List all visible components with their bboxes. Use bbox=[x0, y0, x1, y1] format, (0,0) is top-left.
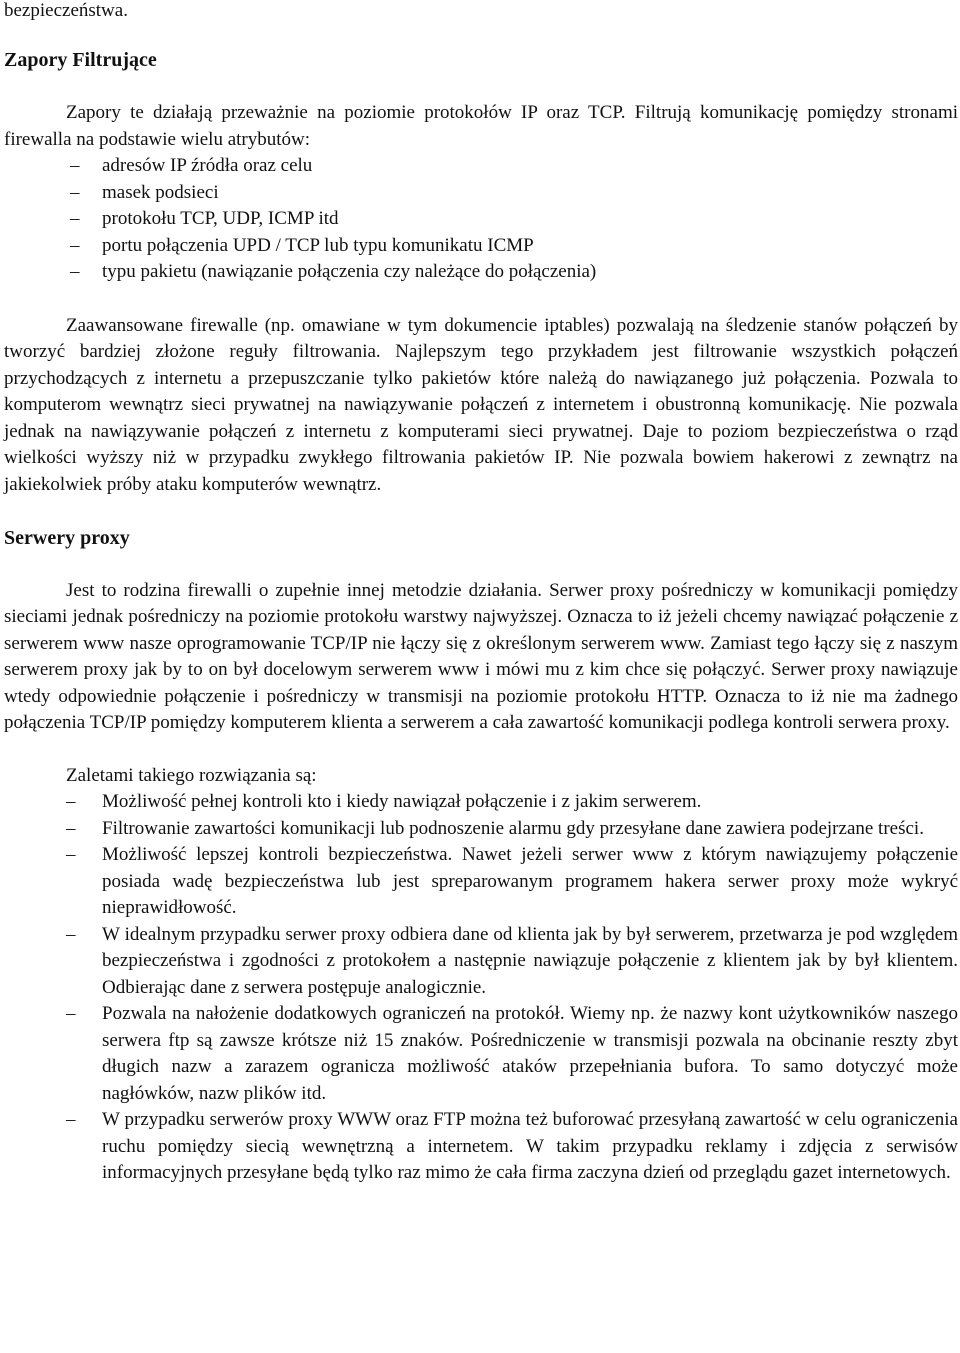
advantages-intro: Zaletami takiego rozwiązania są: bbox=[66, 764, 317, 786]
list-item: – protokołu TCP, UDP, ICMP itd bbox=[4, 206, 958, 233]
proxy-body-paragraph: Jest to rodzina firewalli o zupełnie innej metodzie działania. Serwer proxy pośredniczy w komunikacji pomiędzy sieciami jednak pośredniczy na poziomie protokołu warstwy najwyższej. Oznacza to iż jeżeli chcemy nawiązać połączenie z serwerem www nasze oprogramowanie TCP/IP nie łączy się z określonym serwerem www. Zamiast tego łączy się z naszym serwerem proxy jak by to on był docelowym serwerem www i mówi mu z kim chce się połączyć. Serwer proxy nawiązuje wtedy odpowiednie połączenie i pośredniczy w transmisji na poziomie protokołu HTTP. Oznacza to iż nie ma żadnego połączenia TCP/IP pomiędzy komputerem klienta a serwerem a cała zawartość komunikacji podlega kontroli serwera proxy. bbox=[4, 579, 958, 733]
list-item: – Możliwość pełnej kontroli kto i kiedy nawiązał połączenie i z jakim serwerem. bbox=[4, 789, 958, 816]
list-item: – Filtrowanie zawartości komunikacji lub podnoszenie alarmu gdy przesyłane dane zawiera podejrzane treści. bbox=[4, 816, 958, 843]
dash-bullet-icon: – bbox=[70, 234, 80, 256]
dash-bullet-icon: – bbox=[66, 844, 76, 865]
section-heading-filtering-firewalls: Zapory Filtrujące bbox=[4, 48, 157, 71]
advantages-list bbox=[4, 789, 958, 1187]
filtering-attributes-list bbox=[4, 153, 958, 286]
advanced-firewalls-paragraph: Zaawansowane firewalle (np. omawiane w tym dokumencie iptables) pozwalają na śledzenie stanów połączeń by tworzyć bardziej złożone reguły filtrowania. Najlepszym tego przykładem jest filtrowanie wszystkich połączeń przychodzących z internetu a przepuszczanie tylko pakietów które należą do nawiązanego już połączenia. Pozwala to komputerom wewnątrz sieci prywatnej na nawiązywanie połączeń z internetem i obustronną komunikację. Nie pozwala jednak na nawiązywanie połączeń z internetu z komputerami sieci prywatnej. Daje to poziom bezpieczeństwa o rząd wielkości wyższy niż w przypadku zwykłego filtrowania pakietów IP. Nie pozwala bowiem hakerowi z zewnątrz na jakiekolwiek próby ataku komputerów wewnątrz. bbox=[4, 314, 958, 495]
previous-page-fragment: bezpieczeństwa. bbox=[4, 0, 128, 21]
dash-bullet-icon: – bbox=[70, 155, 80, 176]
list-item: – W przypadku serwerów proxy WWW oraz FTP można też buforować przesyłaną zawartość w celu ograniczenia ruchu pomiędzy siecią wewnętrzną a internetem. W takim przypadku reklamy i zdjęcia z serwisów informacyjnych przesyłane będą tylko raz mimo że cała firma zaczyna dzień od przeglądu gazet internetowych. bbox=[66, 1109, 958, 1183]
list-item: – Możliwość lepszej kontroli bezpieczeństwa. Nawet jeżeli serwer www z którym nawiązujemy połączenie posiada wadę bezpieczeństwa lub jest spreparowanym programem hakera serwer proxy może wykryć nieprawidłowość. bbox=[66, 844, 958, 918]
list-item: – portu połączenia UPD / TCP lub typu komunikatu ICMP bbox=[4, 233, 958, 260]
section-heading-proxy-servers: Serwery proxy bbox=[4, 527, 130, 549]
dash-bullet-icon: – bbox=[70, 181, 80, 203]
dash-bullet-icon: – bbox=[66, 923, 76, 945]
dash-bullet-icon: – bbox=[70, 208, 80, 229]
list-item: – Pozwala na nałożenie dodatkowych ograniczeń na protokół. Wiemy np. że nazwy kont użytkowników naszego serwera ftp są zawsze krótsze niż 15 znaków. Pośredniczenie w transmisji pozwala na obcinanie reszty zbyt długich nazw a zarazem ogranicza możliwość ataków przepełniania bufora. To samo dotyczyć może nagłówków, nazw plików itd. bbox=[66, 1003, 958, 1104]
document-page bbox=[4, 0, 958, 1187]
dash-bullet-icon: – bbox=[66, 817, 76, 839]
dash-bullet-icon: – bbox=[66, 1003, 76, 1024]
list-item: – masek podsieci bbox=[4, 180, 958, 207]
filtering-intro-paragraph: Zapory te działają przeważnie na poziomie protokołów IP oraz TCP. Filtrują komunikację pomiędzy stronami firewalla na podstawie wielu atrybutów: bbox=[4, 102, 958, 150]
list-item: – W idealnym przypadku serwer proxy odbiera dane od klienta jak by był serwerem, przetwarza je pod względem bezpieczeństwa i zgodności z protokołem a następnie nawiązuje połączenie z klientem jak by był klientem. Odbierając dane z serwera postępuje analogicznie. bbox=[66, 923, 958, 998]
list-item: – adresów IP źródła oraz celu bbox=[4, 153, 958, 180]
dash-bullet-icon: – bbox=[66, 791, 76, 812]
dash-bullet-icon: – bbox=[70, 261, 80, 282]
dash-bullet-icon: – bbox=[66, 1109, 76, 1130]
list-item: – typu pakietu (nawiązanie połączenia czy należące do połączenia) bbox=[4, 259, 958, 286]
